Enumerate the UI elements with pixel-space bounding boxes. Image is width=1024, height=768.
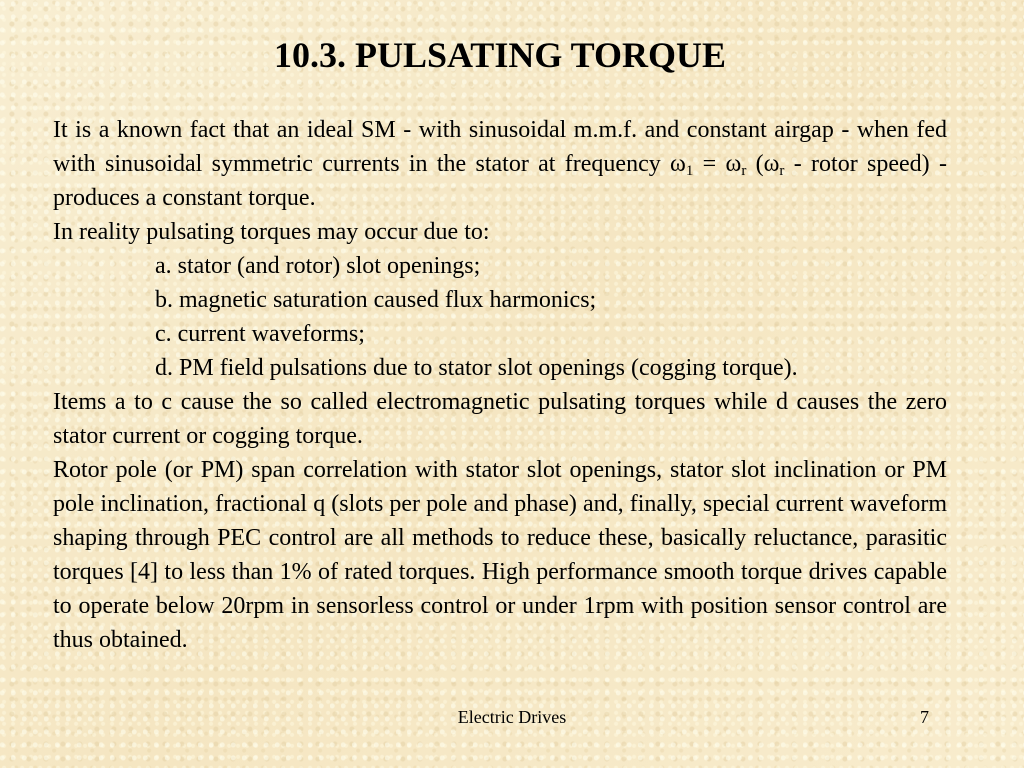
reality-line: In reality pulsating torques may occur due to:	[53, 219, 490, 245]
page-number: 7	[920, 707, 929, 727]
equals-sign: =	[693, 151, 726, 177]
slide-title: 10.3. PULSATING TORQUE	[273, 35, 727, 75]
list-item-a: a. stator (and rotor) slot openings;	[155, 253, 481, 279]
rotor-paragraph: Rotor pole (or PM) span correlation with stator slot openings, stator slot inclination or PM pole inclination, fractional q (slots per pole and phase) and, finally, special current waveform shaping through PEC control are all methods to reduce these, basically reluctance, parasitic torques [4] to less than 1% of rated torques. High performance smooth torque drives capable to operate below 20rpm in sensorless control or under 1rpm with position sensor control are thus obtained.	[53, 457, 947, 653]
list-item-c: c. current waveforms;	[155, 321, 365, 347]
intro-text-a: It is a known fact that an ideal SM - with sinusoidal m.m.f. and constant airgap - when fed with sinusoidal symmetric currents in the stator at frequency	[53, 117, 947, 177]
omega-r-subscript: r	[741, 163, 747, 179]
list-item-b: b. magnetic saturation caused flux harmonics;	[155, 287, 597, 313]
omega-r-symbol: ω	[725, 151, 742, 177]
omega-1-symbol: ω	[670, 151, 686, 177]
intro-paragraph	[53, 113, 947, 215]
paren-open: (	[746, 151, 764, 177]
omega-1-subscript: 1	[685, 163, 694, 179]
slide-body	[53, 113, 947, 657]
omega-r-subscript-2: r	[779, 163, 785, 179]
list-item-d: d. PM field pulsations due to stator slot openings (cogging torque).	[155, 355, 798, 381]
footer-label: Electric Drives	[457, 707, 567, 727]
items-paragraph: Items a to c cause the so called electromagnetic pulsating torques while d causes the zero stator current or cogging torque.	[53, 389, 947, 449]
intro-text-b: - rotor speed) - produces a constant torque.	[53, 151, 947, 211]
omega-r-symbol-2: ω	[763, 151, 780, 177]
